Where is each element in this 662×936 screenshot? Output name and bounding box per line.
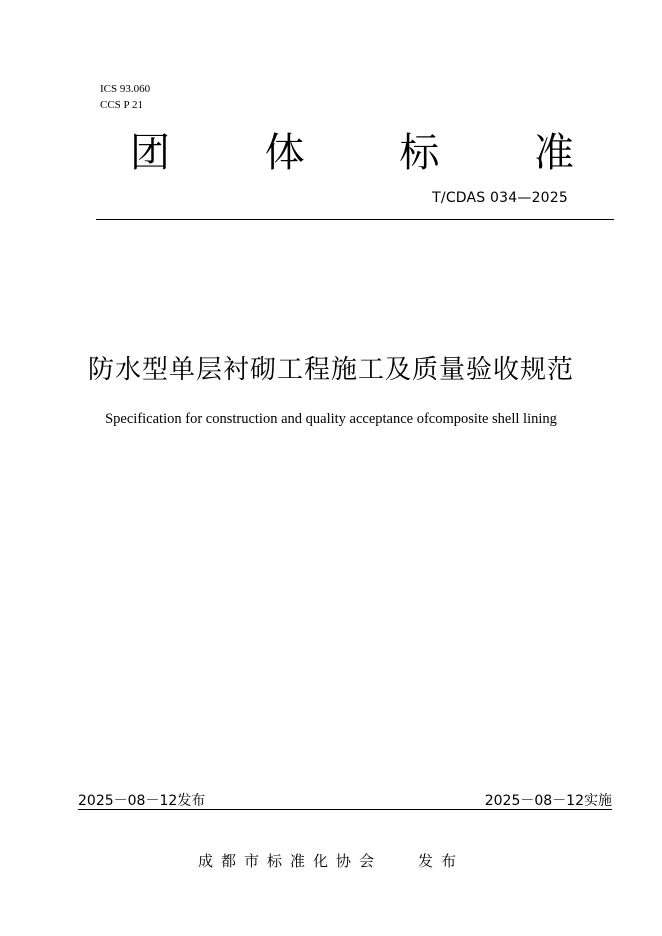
standard-type-char: 标 — [399, 130, 440, 176]
standard-type-heading — [96, 128, 614, 178]
header-divider — [96, 219, 614, 220]
document-title-en: Specification for construction and quality acceptance ofcomposite shell lining — [105, 411, 557, 427]
standard-type-char: 体 — [264, 130, 305, 176]
ics-code: ICS 93.060 — [100, 83, 151, 95]
issue-date: 2025－08－12发布 — [78, 793, 206, 809]
standard-type-char: 团 — [130, 130, 170, 176]
implement-date: 2025－08－12实施 — [484, 793, 612, 809]
ccs-code: CCS P 21 — [100, 99, 144, 111]
standard-type-char: 准 — [533, 130, 574, 176]
document-title-cn: 防水型单层衬砌工程施工及质量验收规范 — [87, 355, 574, 385]
footer-divider — [78, 809, 612, 810]
publisher-action: 发布 — [418, 852, 465, 870]
publisher-organization: 成都市标准化协会 — [197, 852, 382, 870]
standard-code: T/CDAS 034—2025 — [432, 190, 568, 206]
publisher-line — [0, 850, 662, 872]
